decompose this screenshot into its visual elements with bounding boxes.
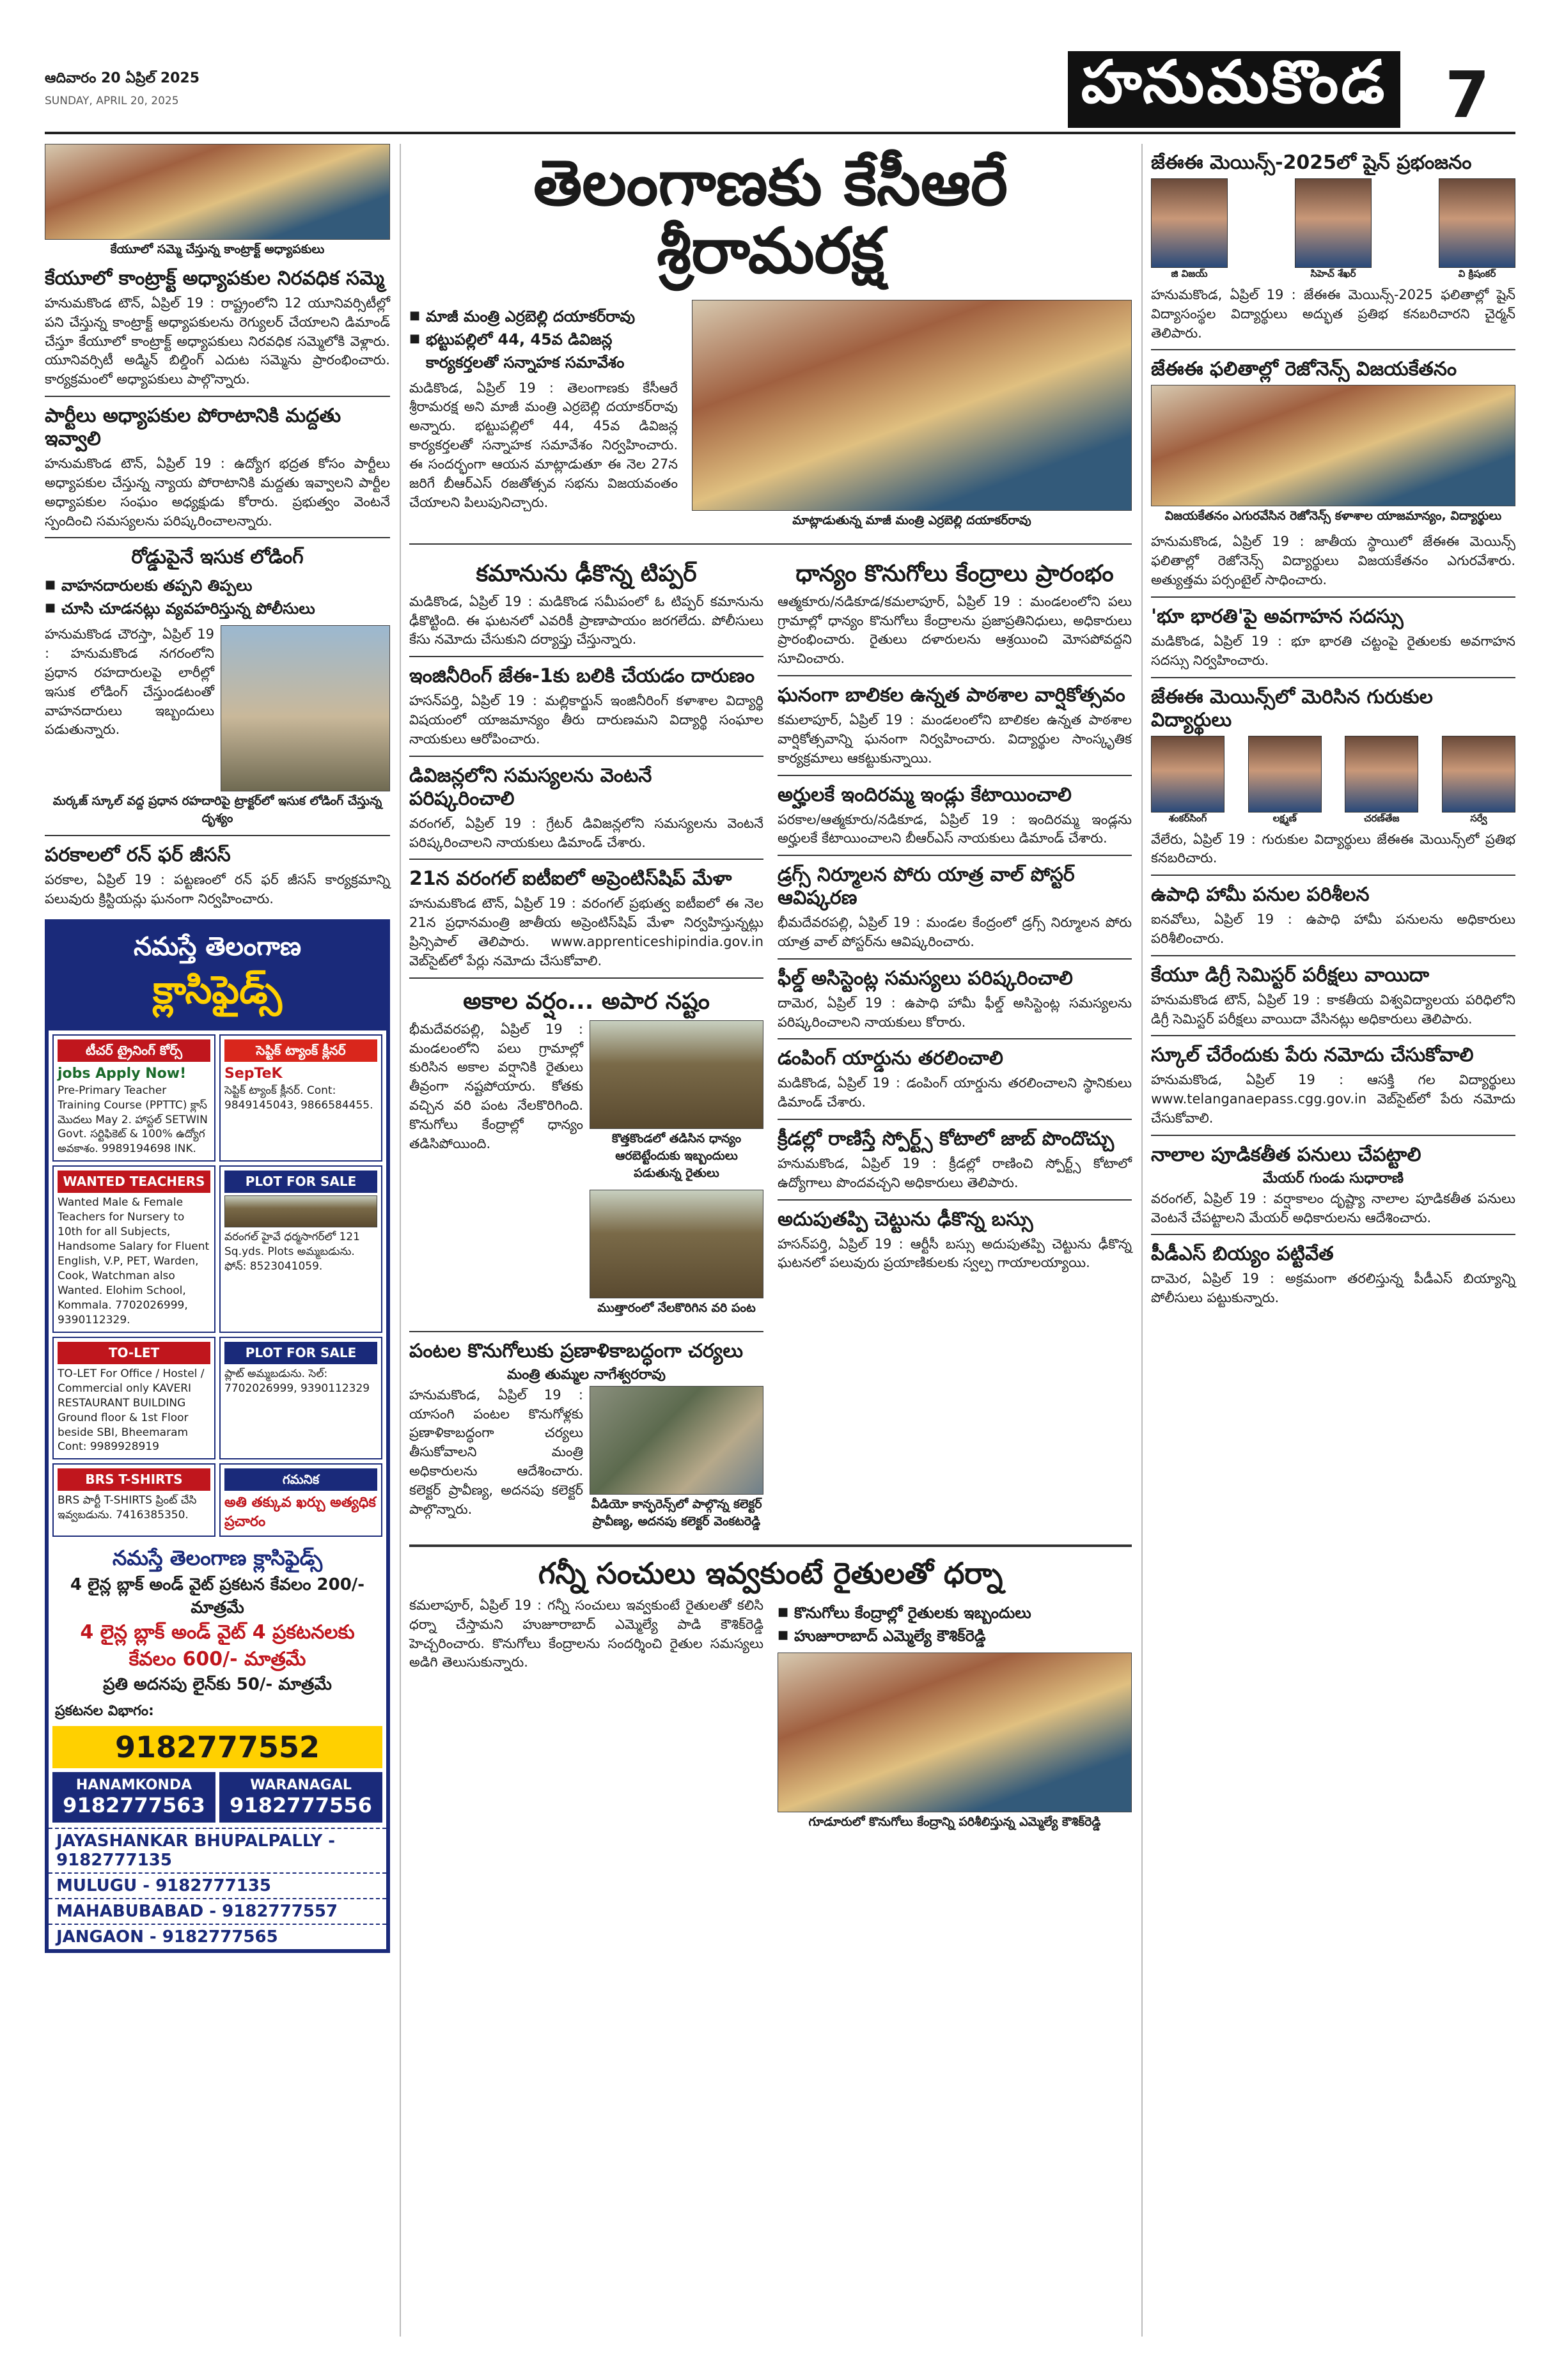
student-face xyxy=(1442,736,1515,813)
student-name: జి విజయ్ xyxy=(1171,268,1208,279)
story-body: హసన్‌పర్తి, ఏప్రిల్ 19 : ఆర్టీసీ బస్సు అదుపుతప్పి చెట్టును ఢీకొన్న ఘటనలో పలువురు ప్రయాణికులకు స్వల్ప గాయాలయ్యాయి. xyxy=(778,1236,1132,1271)
story-body: భీమదేవరపల్లి, ఏప్రిల్ 19 : మండల కేంద్రంలో డ్రగ్స్ నిర్మూలన పోరు యాత్ర వాల్ పోస్టర్‌ను ఆవిష్కరించారు. xyxy=(778,915,1132,949)
story-body: హనుమకొండ చౌరస్తా, ఏప్రిల్ 19 : హనుమకొండ నగరంలోని ప్రధాన రహదారులపై లారీల్లో ఇసుక లోడింగ్ చేస్తుండటంతో వాహనదారులు ఇబ్బందులు పడుతున్నారు. xyxy=(45,626,214,738)
story-headline: జేఈఈ మెయిన్స్‌లో మెరిసిన గురుకుల విద్యార్థులు xyxy=(1151,685,1433,731)
divider xyxy=(45,396,390,397)
story-body: హనుమకొండ టౌన్, ఏప్రిల్ 19 : కాకతీయ విశ్వవిద్యాలయ పరిధిలోని డిగ్రీ సెమిస్టర్ పరీక్షలు వాయిదా వేసినట్లు అధికారులు తెలిపారు. xyxy=(1151,992,1515,1027)
story-headline: అర్హులకే ఇందిరమ్మ ఇండ్లు కేటాయించాలి xyxy=(778,783,1072,806)
student-name: వి క్రిషంకర్ xyxy=(1458,268,1496,279)
divider xyxy=(778,675,1132,676)
story-headline: అకాల వర్షం... అపార నష్టం xyxy=(463,988,710,1015)
plot-image xyxy=(224,1195,377,1227)
story-headline: డంపింగ్ యార్డును తరలించాలి xyxy=(778,1047,1003,1070)
ad-plot-sale xyxy=(219,1165,382,1332)
classifieds-banner xyxy=(49,923,386,1031)
divider xyxy=(409,756,763,757)
story-body: హనుమకొండ, ఏప్రిల్ 19 : యాసంగి పంటల కొనుగోళ్లకు ప్రణాళికాబద్ధంగా చర్యలు తీసుకోవాలని మంత్రి అధికారులను ఆదేశించారు. కలెక్టర్ ప్రావీణ్య, అదనపు కలెక్టర్ పాల్గొన్నారు. xyxy=(409,1387,583,1517)
photo-resonance-students xyxy=(1151,385,1515,506)
student-face xyxy=(1345,736,1418,813)
column-divider xyxy=(400,144,401,2337)
mid-lower-columns xyxy=(409,551,1132,1538)
divider xyxy=(1151,1035,1515,1036)
story-subhead: మేయర్ గుండు సుధారాణి xyxy=(1262,1170,1404,1186)
student-photo xyxy=(1295,178,1372,282)
divider xyxy=(778,1199,1132,1201)
photo-paddy-crop xyxy=(590,1190,763,1298)
story-headline: క్రీడల్లో రాణిస్తే స్పోర్ట్స్ కోటాలో జాబ్ పొందొచ్చు xyxy=(778,1128,1115,1151)
page-number: 7 xyxy=(1445,58,1490,132)
classifieds-brand: నమస్తే తెలంగాణ xyxy=(133,931,302,961)
ad-text: సెప్టిక్ ట్యాంక్ క్లీనర్. Cont: 9849145043, 9866584455. xyxy=(224,1084,373,1112)
ad-to-let xyxy=(52,1337,215,1460)
divider xyxy=(1151,596,1515,598)
story-headline: ధాన్యం కొనుగోలు కేంద్రాలు ప్రారంభం xyxy=(795,560,1114,587)
story-body: మడికొండ, ఏప్రిల్ 19 : డంపింగ్ యార్డును తరలించాలని స్థానికులు డిమాండ్ చేశారు. xyxy=(778,1075,1132,1110)
story-headline: జేఈఈ మెయిన్స్-2025లో షైన్ ప్రభంజనం xyxy=(1151,152,1472,174)
student-face xyxy=(1248,736,1322,813)
story-body: వరంగల్, ఏప్రిల్ 19 : వర్షాకాలం దృష్ట్యా నాలాల పూడికతీత పనులు వెంటనే చేపట్టాలని మేయర్ అధికారులను ఆదేశించారు. xyxy=(1151,1190,1515,1225)
story-headline: అదుపుతప్పి చెట్టును ఢీకొన్న బస్సు xyxy=(778,1208,1033,1231)
story-headline: ఫీల్డ్ అసిస్టెంట్ల సమస్యలు పరిష్కరించాలి xyxy=(778,967,1073,990)
divider xyxy=(409,1544,1132,1547)
district-phone: JAYASHANKAR BHUPALPALLY - 9182777135 xyxy=(49,1828,386,1872)
photo-caption: విజయకేతనం ఎగురవేసిన రెజోనెన్స్ కళాశాల యాజమాన్యం, విద్యార్థులు xyxy=(1164,509,1502,524)
student-name: శంకర్‌సింగ్ xyxy=(1168,812,1207,824)
student-face xyxy=(1151,736,1224,813)
story-headline: డివిజన్లలోని సమస్యలను వెంటనే పరిష్కరించాలి xyxy=(409,764,652,810)
student-photo xyxy=(1151,736,1224,827)
story-body: హనుమకొండ టౌన్, ఏప్రిల్ 19 : ఉద్యోగ భద్రత కోసం పార్టీలు అధ్యాపకుల చేస్తున్న న్యాయ పోరాటానికి మద్దతు ఇవ్వాలని పార్టీల అధ్యాపకుల సంఘం అధ్యక్షుడు కోరారు. ప్రభుత్వం వెంటనే స్పందించి సమస్యలను పరిష్కరించాలన్నారు. xyxy=(45,456,390,529)
student-face xyxy=(1151,178,1228,268)
student-name: లక్ష్మణ్ xyxy=(1272,812,1297,824)
student-photo xyxy=(1442,736,1515,827)
divider xyxy=(409,543,1132,545)
offer-line: 4 లైన్ల బ్లాక్ అండ్ వైట్ ప్రకటన కేవలం 200/- మాత్రమే xyxy=(70,1575,365,1617)
photo-caption: కేయూలో సమ్మె చేస్తున్న కాంట్రాక్ట్ అధ్యాపకులు xyxy=(110,242,325,256)
student-photo xyxy=(1345,736,1418,827)
student-name: సిహెచ్ శేఖర్ xyxy=(1310,268,1356,279)
ad-wanted-teachers xyxy=(52,1165,215,1332)
student-face xyxy=(1439,178,1515,268)
date-telugu: ఆదివారం 20 ఏప్రిల్ 2025 xyxy=(45,70,200,86)
branch-phones xyxy=(49,1772,386,1823)
bullet-item: ■ చూసి చూడనట్లు వ్యవహరిస్తున్న పోలీసులు xyxy=(45,597,390,620)
story-headline: డ్రగ్స్ నిర్మూలన పోరు యాత్ర వాల్ పోస్టర్ ఆవిష్కరణ xyxy=(778,864,1075,910)
story-headline: కేయూ డిగ్రీ సెమిస్టర్ పరీక్షలు వాయిదా xyxy=(1151,963,1430,986)
masthead xyxy=(45,48,1515,134)
story-headline: నాలాల పూడికతీత పనులు చేపట్టాలి xyxy=(1151,1143,1421,1166)
ad-heading: PLOT FOR SALE xyxy=(224,1171,377,1193)
contact-main-phone: 9182777552 xyxy=(52,1726,382,1768)
divider xyxy=(45,537,390,538)
bullet-item: ■ మాజీ మంత్రి ఎర్రబెల్లి దయాకర్‌రావు xyxy=(409,305,678,328)
student-name: సర్వే xyxy=(1470,812,1487,824)
contact-label: ప్రకటనల విభాగం: xyxy=(55,1702,154,1719)
photo-caption: వీడియో కాన్ఫరెన్స్‌లో పాల్గొన్న కలెక్టర్ ప్రావీణ్య, అదనపు కలెక్టర్ వెంకటరెడ్డి xyxy=(591,1497,762,1528)
column-divider xyxy=(1141,144,1143,2337)
divider xyxy=(778,958,1132,960)
divider xyxy=(409,977,763,979)
ad-text: ప్లాట్ అమ్మబడును. సెల్: 7702026999, 9390112329 xyxy=(224,1367,370,1395)
right-column xyxy=(1151,144,1515,1313)
divider xyxy=(778,1038,1132,1039)
date-english: SUNDAY, APRIL 20, 2025 xyxy=(45,95,179,107)
ad-grid xyxy=(49,1031,386,1541)
bullet-item: ■ కొనుగోలు కేంద్రాల్లో రైతులకు ఇబ్బందులు xyxy=(778,1601,1132,1624)
story-body: దామెర, ఏప్రిల్ 19 : ఉపాధి హామీ ఫీల్డ్ అసిస్టెంట్ల సమస్యలను పరిష్కరించాలని నాయకులు కోరారు. xyxy=(778,995,1132,1030)
ad-notice xyxy=(219,1463,382,1536)
story-body: దామెర, ఏప్రిల్ 19 : అక్రమంగా తరలిస్తున్న పీడీఎస్ బియ్యాన్ని పోలీసులు పట్టుకున్నారు. xyxy=(1151,1271,1515,1306)
divider xyxy=(1151,349,1515,350)
story-body: హనుమకొండ టౌన్, ఏప్రిల్ 19 : రాష్ట్రంలోని 12 యూనివర్సిటీల్లో పని చేస్తున్న కాంట్రాక్ట్ అధ్యాపకులను రెగ్యులర్ చేయాలని డిమాండ్ చేస్తూ కేయూలో కాంట్రాక్ట్ అధ్యాపకులు నిరవధిక సమ్మెలోకి వెళ్లారు. యూనివర్సిటీ అడ్మిన్ బిల్డింగ్ ఎదుట సమ్మెను ప్రారంభించారు. కార్యక్రమంలో అధ్యాపకులు పాల్గొన్నారు. xyxy=(45,295,390,387)
classifieds-block xyxy=(45,919,390,1953)
ad-text: Wanted Male & Female Teachers for Nursery to 10th for all Subjects, Handsome Salary for Fluent English, V.P, PET, Warden, Cook, Watchman also Wanted. Elohim School, Kommala. 7702026999, 9390112329. xyxy=(58,1196,210,1326)
bottom-story xyxy=(409,1596,1132,1839)
divider xyxy=(1151,677,1515,678)
lead-bullets xyxy=(409,305,678,374)
story-bullets xyxy=(778,1601,1132,1647)
story-body: కమలాపూర్, ఏప్రిల్ 19 : గన్నీ సంచులు ఇవ్వకుంటే రైతులతో కలిసి ధర్నా చేస్తామని హుజూరాబాద్ ఎమ్మెల్యే పాడి కౌశిక్‌రెడ్డి హెచ్చరించారు. కొనుగోలు కేంద్రాలను సందర్శించి రైతుల సమస్యలు అడిగి తెలుసుకున్నారు. xyxy=(409,1597,763,1670)
photo-wet-grain xyxy=(590,1020,763,1129)
divider xyxy=(1151,875,1515,876)
student-name: చరణ్‌తేజ xyxy=(1364,812,1400,824)
ad-heading: టీచర్ ట్రైనింగ్ కోర్స్ xyxy=(58,1039,210,1062)
story-headline: కమానును ఢీకొన్న టిప్పర్ xyxy=(476,560,697,587)
jobs-logo: jobs Apply Now! xyxy=(58,1065,187,1082)
divider xyxy=(1151,955,1515,956)
ad-text: వరంగల్ హైవే ధర్మసాగర్‌లో 121 Sq.yds. Plots అమ్మబడును. ఫోన్: 8523041059. xyxy=(224,1231,360,1273)
classifieds-offer xyxy=(49,1541,386,1703)
story-body: వేలేరు, ఏప్రిల్ 19 : గురుకుల విద్యార్థులు జేఈఈ మెయిన్స్‌లో ప్రతిభ కనబరిచారు. xyxy=(1151,831,1515,866)
left-column xyxy=(45,144,390,1953)
photo-caption: గూడూరులో కొనుగోలు కేంద్రాన్ని పరిశీలిస్తున్న ఎమ్మెల్యే కౌశిక్‌రెడ్డి xyxy=(808,1814,1101,1829)
story-headline: జేఈఈ ఫలితాల్లో రెజోనెన్స్ విజయకేతనం xyxy=(1151,358,1457,381)
story-headline: స్కూల్‌ చేరేందుకు పేరు నమోదు చేసుకోవాలి xyxy=(1151,1044,1474,1067)
story-headline: 21న వరంగల్ ఐటీఐలో అప్రెంటిస్‌షిప్ మేళా xyxy=(409,867,732,891)
ad-text: Pre-Primary Teacher Training Course (PPTTC) క్లాస్ మొదలు May 2. హాస్టల్ SETWIN Govt. సర్టిఫికెట్ & 100% ఉద్యోగ అవకాశం. 9989194698 INK. xyxy=(58,1084,208,1156)
student-photos xyxy=(1151,178,1515,282)
ad-text: అతి తక్కువ ఖర్చు అత్యధిక ప్రచారం xyxy=(224,1495,376,1530)
story-body: పరకాల/ఆత్మకూరు/నడికూడ, ఏప్రిల్ 19 : ఇందిరమ్మ ఇండ్లను అర్హులకే కేటాయించాలని బీఆర్‌ఎస్ నాయకులు డిమాండ్ చేశారు. xyxy=(778,811,1132,846)
offer-brand: నమస్తే తెలంగాణ క్లాసిఫైడ్స్ xyxy=(112,1545,323,1570)
story-headline: పరకాలలో రన్ ఫర్ జీసస్ xyxy=(45,844,231,867)
divider xyxy=(409,1331,763,1332)
offer-line: ప్రతి అదనపు లైన్‌కు 50/- మాత్రమే xyxy=(103,1674,332,1694)
photo-caption: ముత్తారంలో నేలకొరిగిన వరి పంట xyxy=(597,1300,756,1315)
branch-name: WARANAGAL xyxy=(250,1777,352,1793)
ad-text: TO-LET For Office / Hostel / Commercial only KAVERI RESTAURANT BUILDING Ground floor & 1st Floor beside SBI, Bheemaram Cont: 9989928919 xyxy=(58,1367,205,1454)
story-body: మడికొండ, ఏప్రిల్ 19 : మడికొండ సమీపంలో ఓ టిప్పర్ కమానును ఢీకొట్టింది. ఈ ఘటనలో ఎవరికీ ప్రాణాపాయం జరగలేదు. పోలీసులు కేసు నమోదు చేసుకుని దర్యాప్తు చేస్తున్నారు. xyxy=(409,593,763,648)
story-headline: రోడ్డుపైనే ఇసుక లోడింగ్ xyxy=(131,546,304,569)
story-body: హనుమకొండ, ఏప్రిల్ 19 : ఆసక్తి గల విద్యార్థులు www.telanganaepass.cgg.gov.in వెబ్‌సైట్‌లో పేరు నమోదు చేసుకోవాలి. xyxy=(1151,1072,1515,1126)
story-body: భీమదేవరపల్లి, ఏప్రిల్ 19 : మండలంలోని పలు గ్రామాల్లో కురిసిన అకాల వర్షానికి రైతులు తీవ్రంగా నష్టపోయారు. కోతకు వచ్చిన వరి పంట నేలకొరిగింది. కొనుగోలు కేంద్రాల్లో ధాన్యం తడిసిపోయింది. xyxy=(409,1021,583,1151)
branch-phone: 9182777563 xyxy=(63,1793,205,1817)
district-phone: MULUGU - 9182777135 xyxy=(49,1872,386,1898)
story-row xyxy=(409,1386,763,1538)
photo-caption: మర్కజ్ స్కూల్ వద్ద ప్రధాన రహదారిపై ట్రాక్టర్‌లో ఇసుక లోడింగ్ చేస్తున్న దృశ్యం xyxy=(52,794,382,826)
story-headline: కేయూలో కాంట్రాక్ట్ అధ్యాపకుల నిరవధిక సమ్మె xyxy=(45,267,384,290)
story-headline: పంటల కొనుగోలుకు ప్రణాళికాబద్ధంగా చర్యలు xyxy=(409,1339,744,1362)
photo-caption: మాట్లాడుతున్న మాజీ మంత్రి ఎర్రబెల్లి దయాకర్‌రావు xyxy=(792,513,1031,527)
story-body: హనుమకొండ టౌన్, ఏప్రిల్ 19 : వరంగల్ ప్రభుత్వ ఐటీఐలో ఈ నెల 21న ప్రధానమంత్రి జాతీయ అప్రెంటిస్‌షిప్ మేళా నిర్వహిస్తున్నట్లు ప్రిన్సిపాల్ తెలిపారు. www.apprenticeshipindia.gov.in వెబ్‌సైట్‌లో పేర్లు నమోదు చేసుకోవాలి. xyxy=(409,896,763,968)
divider xyxy=(45,835,390,836)
bullet-item: ■ హుజూరాబాద్ ఎమ్మెల్యే కౌశిక్‌రెడ్డి xyxy=(778,1624,1132,1647)
ad-heading: BRS T-SHIRTS xyxy=(58,1468,210,1491)
section-title: హనుమకొండ xyxy=(1068,51,1400,128)
story-body: హనుమకొండ, ఏప్రిల్ 19 : జాతీయ స్థాయిలో జేఈఈ మెయిన్స్ ఫలితాల్లో రెజోనెన్స్ విద్యార్థులు విజయకేతనం ఎగురవేశారు. అత్యుత్తమ పర్సంటైల్ సాధించారు. xyxy=(1151,534,1515,588)
story-body: కమలాపూర్, ఏప్రిల్ 19 : మండలంలోని బాలికల ఉన్నత పాఠశాల వార్షికోత్సవాన్ని ఘనంగా నిర్వహించారు. విద్యార్థుల సాంస్కృతిక కార్యక్రమాలు ఆకట్టుకున్నాయి. xyxy=(778,712,1132,766)
photo-video-conference xyxy=(590,1386,763,1495)
ad-heading: WANTED TEACHERS xyxy=(58,1171,210,1193)
story-headline: ఇంజినీరింగ్ జేఈ-1కు బలికి చేయడం దారుణం xyxy=(409,665,755,688)
student-photo xyxy=(1439,178,1515,282)
divider xyxy=(1151,1234,1515,1235)
story-headline: 'భూ భారతి'పై అవగాహన సదస్సు xyxy=(1151,605,1404,628)
photo-mla-inspection xyxy=(778,1653,1132,1812)
ad-heading: సెప్టిక్ ట్యాంక్ క్లీనర్ xyxy=(224,1039,377,1062)
story-body: పరకాల, ఏప్రిల్ 19 : పట్టణంలో రన్ ఫర్ జీసస్ కార్యక్రమాన్ని పలువురు క్రిస్టియన్లు ఘనంగా నిర్వహించారు. xyxy=(45,872,390,907)
photo-caption: కొత్తకొండలో తడిసిన ధాన్యం ఆరబెట్టేందుకు ఇబ్బందులు పడుతున్న రైతులు xyxy=(611,1131,742,1180)
ad-plot-sale-2 xyxy=(219,1337,382,1460)
story-headline: ఘనంగా బాలికల ఉన్నత పాఠశాల వార్షికోత్సవం xyxy=(778,684,1125,707)
bullet-item: ■ వాహనదారులకు తప్పని తిప్పలు xyxy=(45,574,390,597)
branch-name: HANAMKONDA xyxy=(75,1777,192,1793)
story-bullets xyxy=(45,574,390,620)
classifieds-title: క్లాసిఫైడ్స్ xyxy=(153,967,282,1013)
ad-septic xyxy=(219,1034,382,1162)
story-body: హనుమకొండ, ఏప్రిల్ 19 : క్రీడల్లో రాణించి స్పోర్ట్స్ కోటాలో ఉద్యోగాలు పొందవచ్చని అధికారులు తెలిపారు. xyxy=(778,1156,1132,1190)
divider xyxy=(1151,1135,1515,1136)
branch-warangal xyxy=(219,1772,382,1823)
ad-heading: PLOT FOR SALE xyxy=(224,1342,377,1364)
student-photo xyxy=(1248,736,1322,827)
ad-teacher-training xyxy=(52,1034,215,1162)
story-body: హసన్‌పర్తి, ఏప్రిల్ 19 : మల్లికార్జున్ ఇంజినీరింగ్ కళాశాల విద్యార్థి విషయంలో యాజమాన్యం తీరు దారుణమని విద్యార్థి సంఘాల నాయకులు ఆరోపించారు. xyxy=(409,693,763,747)
photo-ku-strike xyxy=(45,144,390,240)
ad-heading: TO-LET xyxy=(58,1342,210,1364)
story-headline: గన్నీ సంచులు ఇవ్వకుంటే రైతులతో ధర్నా xyxy=(538,1555,1003,1591)
story-body: మడికొండ, ఏప్రిల్ 19 : తెలంగాణకు కేసీఆరే శ్రీరామరక్ష అని మాజీ మంత్రి ఎర్రబెల్లి దయాకర్‌రావు అన్నారు. భట్టుపల్లిలో 44, 45వ డివిజన్ల కార్యకర్తలతో సన్నాహక సమావేశం నిర్వహించారు. ఈ సందర్భంగా ఆయన మాట్లాడుతూ ఈ నెల 27న జరిగే బీఆర్‌ఎస్ రజతోత్సవ సభను విజయవంతం చేయాలని పిలుపునిచ్చారు. xyxy=(409,380,678,510)
ad-heading: గమనిక xyxy=(224,1468,377,1491)
lead-story xyxy=(409,300,1132,537)
story-headline: పార్టీలు అధ్యాపకుల పోరాటానికి మద్దతు ఇవ్వాలి xyxy=(45,405,341,451)
septek-logo: SepTeK xyxy=(224,1065,283,1082)
story-body: మడికొండ, ఏప్రిల్ 19 : భూ భారతి చట్టంపై రైతులకు అవగాహన సదస్సు నిర్వహించారు. xyxy=(1151,633,1515,668)
divider xyxy=(409,859,763,860)
story-body: హనుమకొండ, ఏప్రిల్ 19 : జేఈఈ మెయిన్స్-2025 ఫలితాల్లో షైన్ విద్యాసంస్థల విద్యార్థులు అద్భుత ప్రతిభ కనబరిచారని చైర్మన్ తెలిపారు. xyxy=(1151,287,1515,341)
story-row xyxy=(45,625,390,791)
story-body: వరంగల్, ఏప్రిల్ 19 : గ్రేటర్ డివిజన్లలోని సమస్యలను వెంటనే పరిష్కరించాలని నాయకులు డిమాండ్ చేశారు. xyxy=(409,815,763,850)
middle-column xyxy=(409,144,1132,1839)
student-photos xyxy=(1151,736,1515,827)
divider xyxy=(778,855,1132,856)
ad-text: BRS పార్టీ T-SHIRTS ప్రింట్ చేసి ఇవ్వబడును. 7416385350. xyxy=(58,1494,197,1522)
photo-sand-loading xyxy=(221,625,390,791)
photo-lead-meeting xyxy=(692,300,1132,511)
student-photo xyxy=(1151,178,1228,282)
student-face xyxy=(1295,178,1372,268)
offer-line: 4 లైన్ల బ్లాక్ అండ్ వైట్ 4 ప్రకటనలకు కేవలం 600/- మాత్రమే xyxy=(80,1621,355,1670)
branch-phone: 9182777556 xyxy=(230,1793,372,1817)
divider xyxy=(778,1119,1132,1120)
branch-hanamkonda xyxy=(52,1772,215,1823)
story-subhead: మంత్రి తుమ్మల నాగేశ్వరరావు xyxy=(507,1366,666,1383)
district-phone: JANGAON - 9182777565 xyxy=(49,1924,386,1949)
story-headline: ఉపాధి హామీ పనుల పరిశీలన xyxy=(1151,883,1370,906)
story-body: ఐనవోలు, ఏప్రిల్ 19 : ఉపాధి హామీ పనులను అధికారులు పరిశీలించారు. xyxy=(1151,912,1515,946)
bullet-item: ■ భట్టుపల్లిలో 44, 45వ డివిజన్ల కార్యకర్తలతో సన్నాహక సమావేశం xyxy=(409,328,678,374)
ad-brs-tshirts xyxy=(52,1463,215,1536)
lead-headline: తెలంగాణకు కేసీఆరే శ్రీరామరక్ష xyxy=(533,147,1008,288)
story-row xyxy=(409,1020,763,1325)
divider xyxy=(778,775,1132,776)
divider xyxy=(409,656,763,657)
story-body: ఆత్మకూరు/నడికూడ/కమలాపూర్, ఏప్రిల్ 19 : మండలంలోని పలు గ్రామాల్లో ధాన్యం కొనుగోలు కేంద్రాలను ప్రజాప్రతినిధులు, అధికారులు ప్రారంభించారు. రైతులు దళారులను ఆశ్రయించి మోసపోవద్దని సూచించారు. xyxy=(778,593,1132,667)
district-phone: MAHABUBABAD - 9182777557 xyxy=(49,1898,386,1924)
story-headline: పీడీఎస్ బియ్యం పట్టివేత xyxy=(1151,1243,1334,1266)
